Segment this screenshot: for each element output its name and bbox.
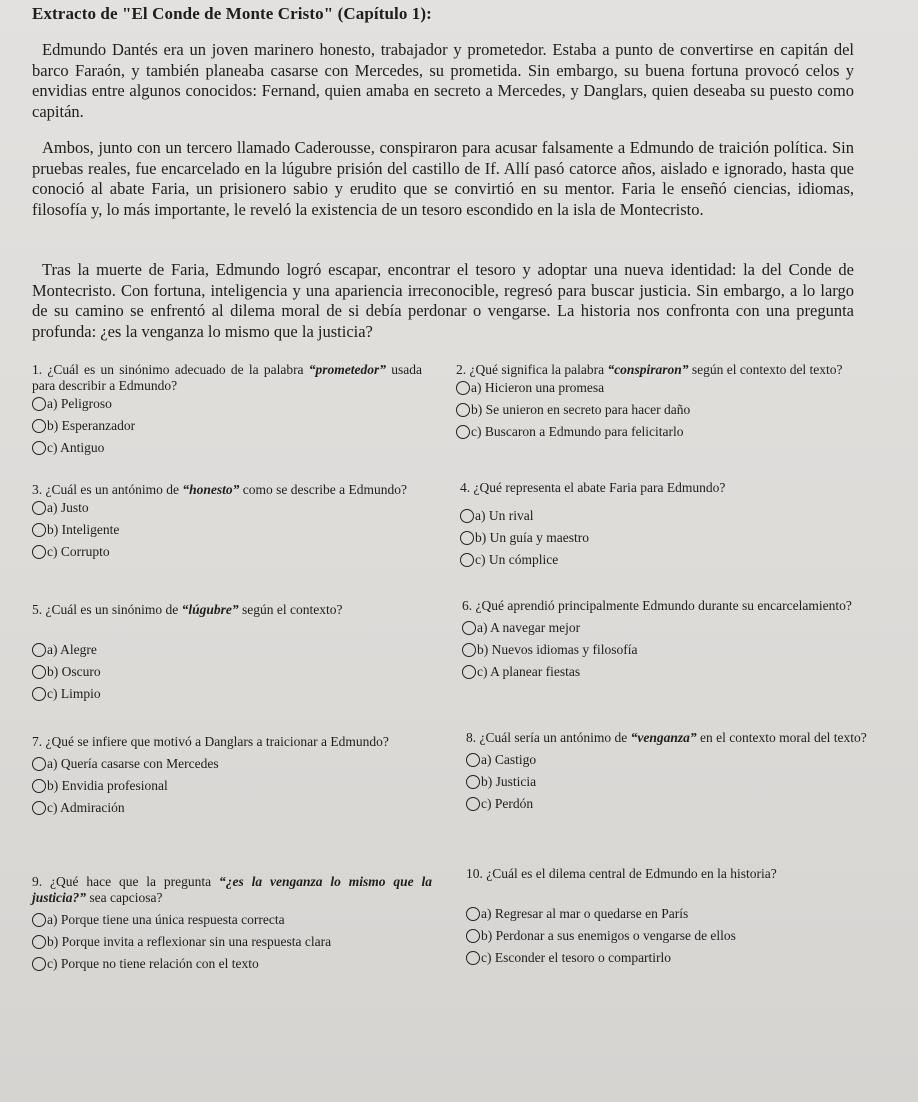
question-4 xyxy=(460,480,856,568)
question-8-option-b[interactable]: b) Justicia xyxy=(466,774,906,790)
question-7-option-c[interactable]: c) Admiración xyxy=(32,800,422,816)
radio-button-icon[interactable] xyxy=(32,913,46,927)
question-1-option-c[interactable]: c) Antiguo xyxy=(32,440,422,456)
question-8-option-a[interactable]: a) Castigo xyxy=(466,752,906,768)
question-6-option-b[interactable]: b) Nuevos idiomas y filosofía xyxy=(462,642,886,658)
question-1-option-a[interactable]: a) Peligroso xyxy=(32,396,422,412)
question-1-text: 1. ¿Cuál es un sinónimo adecuado de la palabra “prometedor” usada para describir a Edmundo? xyxy=(32,362,422,393)
question-4-option-b[interactable]: b) Un guía y maestro xyxy=(460,530,856,546)
question-5 xyxy=(32,602,422,702)
question-6 xyxy=(462,598,886,680)
question-2-option-b[interactable]: b) Se unieron en secreto para hacer daño xyxy=(456,402,852,418)
question-2 xyxy=(456,362,852,440)
question-10-text: 10. ¿Cuál es el dilema central de Edmundo en la historia? xyxy=(466,866,777,881)
question-4-option-a[interactable]: a) Un rival xyxy=(460,508,856,524)
question-10-option-c[interactable]: c) Esconder el tesoro o compartirlo xyxy=(466,950,886,966)
question-2-text: 2. ¿Qué significa la palabra “conspiraron” según el contexto del texto? xyxy=(456,362,843,377)
question-1 xyxy=(32,362,422,456)
question-9 xyxy=(32,874,432,972)
radio-button-icon[interactable] xyxy=(456,403,470,417)
question-4-option-c[interactable]: c) Un cómplice xyxy=(460,552,856,568)
radio-button-icon[interactable] xyxy=(32,643,46,657)
paragraph-1: Edmundo Dantés era un joven marinero honesto, trabajador y prometedor. Estaba a punto de convertirse en capitán del barco Faraón, y también planeaba casarse con Mercedes, su prometida. Sin embargo, su buena fortuna provocó celos y envidias entre algunos conocidos: Fernand, quien amaba en secreto a Mercedes, y Danglars, quien deseaba su puesto como capitán. xyxy=(32,40,854,121)
radio-button-icon[interactable] xyxy=(32,801,46,815)
radio-button-icon[interactable] xyxy=(466,951,480,965)
radio-button-icon[interactable] xyxy=(466,753,480,767)
question-3-option-a[interactable]: a) Justo xyxy=(32,500,412,516)
question-4-text: 4. ¿Qué representa el abate Faria para Edmundo? xyxy=(460,480,726,495)
question-9-option-a[interactable]: a) Porque tiene una única respuesta correcta xyxy=(32,912,432,928)
question-10 xyxy=(466,866,886,966)
question-8-text: 8. ¿Cuál sería un antónimo de “venganza” en el contexto moral del texto? xyxy=(466,730,867,745)
radio-button-icon[interactable] xyxy=(32,935,46,949)
radio-button-icon[interactable] xyxy=(456,381,470,395)
question-6-option-a[interactable]: a) A navegar mejor xyxy=(462,620,886,636)
radio-button-icon[interactable] xyxy=(466,775,480,789)
paragraph-3: Tras la muerte de Faria, Edmundo logró escapar, encontrar el tesoro y adoptar una nueva identidad: la del Conde de Montecristo. Con fortuna, inteligencia y una apariencia irreconocible, regresó para buscar justicia. Sin embargo, a lo largo de su camino se enfrentó al dilema moral de si debía perdonar o vengarse. La historia nos confronta con una pregunta profunda: ¿es la venganza lo mismo que la justicia? xyxy=(32,260,854,341)
question-2-option-a[interactable]: a) Hicieron una promesa xyxy=(456,380,852,396)
radio-button-icon[interactable] xyxy=(462,665,476,679)
question-6-option-c[interactable]: c) A planear fiestas xyxy=(462,664,886,680)
question-5-option-b[interactable]: b) Oscuro xyxy=(32,664,422,680)
radio-button-icon[interactable] xyxy=(32,441,46,455)
question-10-option-a[interactable]: a) Regresar al mar o quedarse en París xyxy=(466,906,886,922)
question-9-option-c[interactable]: c) Porque no tiene relación con el texto xyxy=(32,956,432,972)
radio-button-icon[interactable] xyxy=(466,797,480,811)
radio-button-icon[interactable] xyxy=(460,531,474,545)
question-3-text: 3. ¿Cuál es un antónimo de “honesto” como se describe a Edmundo? xyxy=(32,482,407,497)
question-3-option-c[interactable]: c) Corrupto xyxy=(32,544,412,560)
radio-button-icon[interactable] xyxy=(32,957,46,971)
radio-button-icon[interactable] xyxy=(456,425,470,439)
question-2-option-c[interactable]: c) Buscaron a Edmundo para felicitarlo xyxy=(456,424,852,440)
question-3 xyxy=(32,482,412,560)
question-1-option-b[interactable]: b) Esperanzador xyxy=(32,418,422,434)
question-8-option-c[interactable]: c) Perdón xyxy=(466,796,906,812)
question-7-text: 7. ¿Qué se infiere que motivó a Danglars a traicionar a Edmundo? xyxy=(32,734,389,749)
radio-button-icon[interactable] xyxy=(462,643,476,657)
question-5-option-c[interactable]: c) Limpio xyxy=(32,686,422,702)
radio-button-icon[interactable] xyxy=(460,509,474,523)
question-10-option-b[interactable]: b) Perdonar a sus enemigos o vengarse de ellos xyxy=(466,928,886,944)
radio-button-icon[interactable] xyxy=(32,757,46,771)
question-9-option-b[interactable]: b) Porque invita a reflexionar sin una respuesta clara xyxy=(32,934,432,950)
radio-button-icon[interactable] xyxy=(32,523,46,537)
question-8 xyxy=(466,730,906,812)
radio-button-icon[interactable] xyxy=(32,397,46,411)
question-6-text: 6. ¿Qué aprendió principalmente Edmundo durante su encarcelamiento? xyxy=(462,598,852,613)
radio-button-icon[interactable] xyxy=(32,665,46,679)
radio-button-icon[interactable] xyxy=(32,779,46,793)
radio-button-icon[interactable] xyxy=(32,545,46,559)
question-3-option-b[interactable]: b) Inteligente xyxy=(32,522,412,538)
question-7-option-b[interactable]: b) Envidia profesional xyxy=(32,778,422,794)
question-9-text: 9. ¿Qué hace que la pregunta “¿es la venganza lo mismo que la justicia?” sea capciosa? xyxy=(32,874,432,905)
radio-button-icon[interactable] xyxy=(462,621,476,635)
radio-button-icon[interactable] xyxy=(466,929,480,943)
question-5-text: 5. ¿Cuál es un sinónimo de “lúgubre” según el contexto? xyxy=(32,602,343,617)
radio-button-icon[interactable] xyxy=(32,501,46,515)
question-5-option-a[interactable]: a) Alegre xyxy=(32,642,422,658)
radio-button-icon[interactable] xyxy=(460,553,474,567)
paragraph-2: Ambos, junto con un tercero llamado Caderousse, conspiraron para acusar falsamente a Edmundo de traición política. Sin pruebas reales, fue encarcelado en la lúgubre prisión del castillo de If. Allí pasó catorce años, aislado e ignorado, hasta que conoció al abate Faria, un prisionero sabio y erudito que se convirtió en su mentor. Faria le enseñó ciencias, idiomas, filosofía y, lo más importante, le reveló la existencia de un tesoro escondido en la isla de Montecristo. xyxy=(32,138,854,219)
page-title: Extracto de "El Conde de Monte Cristo" (Capítulo 1): xyxy=(32,4,432,23)
question-7-option-a[interactable]: a) Quería casarse con Mercedes xyxy=(32,756,422,772)
radio-button-icon[interactable] xyxy=(466,907,480,921)
radio-button-icon[interactable] xyxy=(32,687,46,701)
radio-button-icon[interactable] xyxy=(32,419,46,433)
question-7 xyxy=(32,734,422,816)
